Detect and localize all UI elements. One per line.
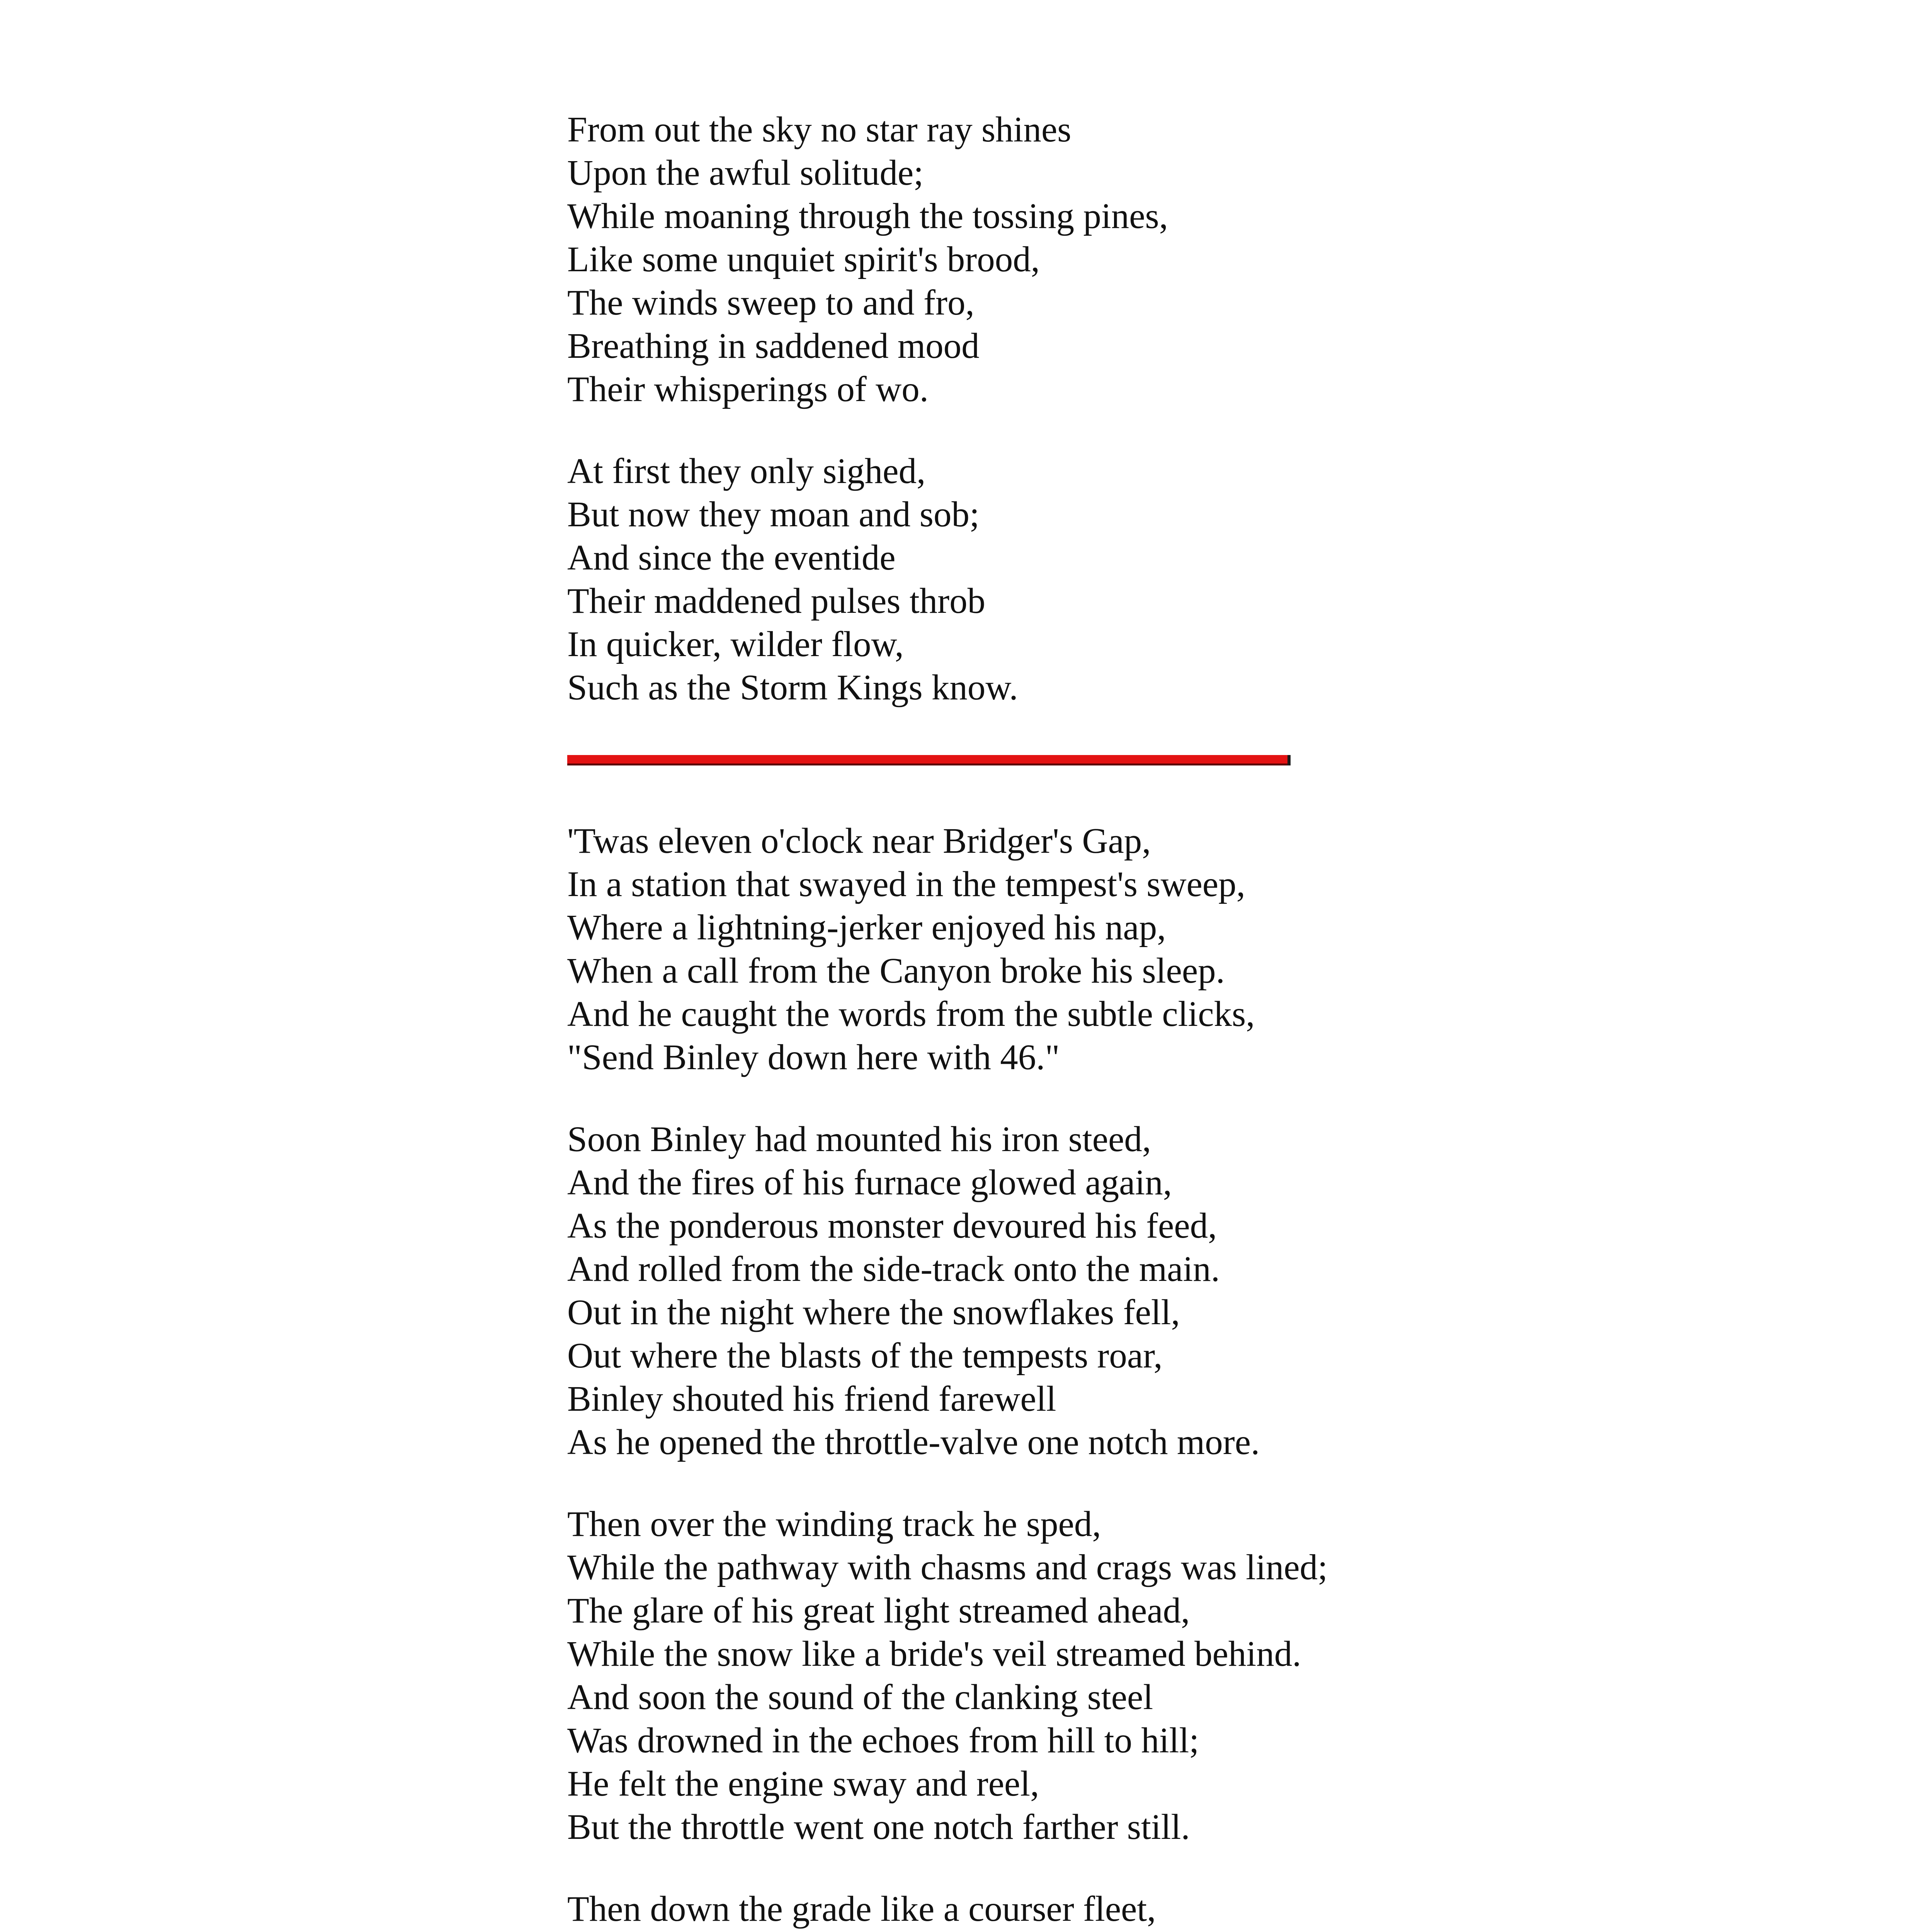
poem-line: Such as the Storm Kings know. — [567, 668, 1018, 707]
poem-line: Soon Binley had mounted his iron steed, — [567, 1119, 1151, 1159]
poem-line: Binley shouted his friend farewell — [567, 1379, 1056, 1419]
poem-part-1 — [567, 108, 1611, 709]
stanza-spacer — [567, 1849, 1611, 1888]
poem-line: When a call from the Canyon broke his sleep. — [567, 951, 1225, 991]
poem-line: Their whisperings of wo. — [567, 369, 929, 409]
stanza-spacer — [567, 1079, 1611, 1118]
stanza — [567, 108, 1611, 411]
poem-line: While the pathway with chasms and crags was lined; — [567, 1548, 1328, 1587]
stanza — [567, 1503, 1611, 1849]
stanza-spacer — [567, 411, 1611, 450]
poem-line: "Send Binley down here with 46." — [567, 1037, 1060, 1077]
poem-line: The winds sweep to and fro, — [567, 283, 975, 323]
poem-line: And since the eventide — [567, 538, 896, 578]
poem-line: In a station that swayed in the tempest's sweep, — [567, 864, 1245, 904]
poem-line: While moaning through the tossing pines, — [567, 196, 1168, 236]
poem-line: Where a lightning-jerker enjoyed his nap, — [567, 908, 1166, 947]
poem-line: While the snow like a bride's veil streamed behind. — [567, 1634, 1301, 1674]
poem-line: Then down the grade like a courser fleet, — [567, 1889, 1156, 1929]
poem-line: But the throttle went one notch farther still. — [567, 1807, 1190, 1847]
poem-line: And he caught the words from the subtle clicks, — [567, 994, 1255, 1034]
poem-line: Breathing in saddened mood — [567, 326, 980, 366]
stanza — [567, 1118, 1611, 1464]
poem-line: In quicker, wilder flow, — [567, 624, 904, 664]
poem-part-2 — [567, 820, 1611, 1932]
stanza — [567, 1888, 1611, 1932]
stanza — [567, 450, 1611, 709]
poem-line: 'Twas eleven o'clock near Bridger's Gap, — [567, 821, 1151, 861]
poem-line: Out in the night where the snowflakes fell, — [567, 1293, 1180, 1332]
poem-line: As the ponderous monster devoured his feed, — [567, 1206, 1217, 1246]
poem-text-column — [567, 108, 1611, 1932]
poem-line: But now they moan and sob; — [567, 495, 980, 534]
stanza-spacer — [567, 1464, 1611, 1503]
poem-line: Then over the winding track he sped, — [567, 1504, 1101, 1544]
poem-line: And rolled from the side-track onto the main. — [567, 1249, 1220, 1289]
stanza — [567, 820, 1611, 1079]
poem-line: As he opened the throttle-valve one notch more. — [567, 1422, 1260, 1462]
poem-line: He felt the engine sway and reel, — [567, 1764, 1039, 1804]
poem-line: Out where the blasts of the tempests roar, — [567, 1336, 1163, 1376]
poem-line: Upon the awful solitude; — [567, 153, 924, 193]
poem-line: And the fires of his furnace glowed again, — [567, 1163, 1172, 1202]
poem-line: Was drowned in the echoes from hill to hill; — [567, 1721, 1199, 1760]
poem-line: Their maddened pulses throb — [567, 581, 986, 621]
section-divider — [567, 755, 1289, 765]
poem-line: And soon the sound of the clanking steel — [567, 1677, 1153, 1717]
poem-line: At first they only sighed, — [567, 451, 926, 491]
poem-line: The glare of his great light streamed ahead, — [567, 1591, 1190, 1631]
poem-line: From out the sky no star ray shines — [567, 110, 1071, 150]
poem-line: Like some unquiet spirit's brood, — [567, 240, 1040, 279]
